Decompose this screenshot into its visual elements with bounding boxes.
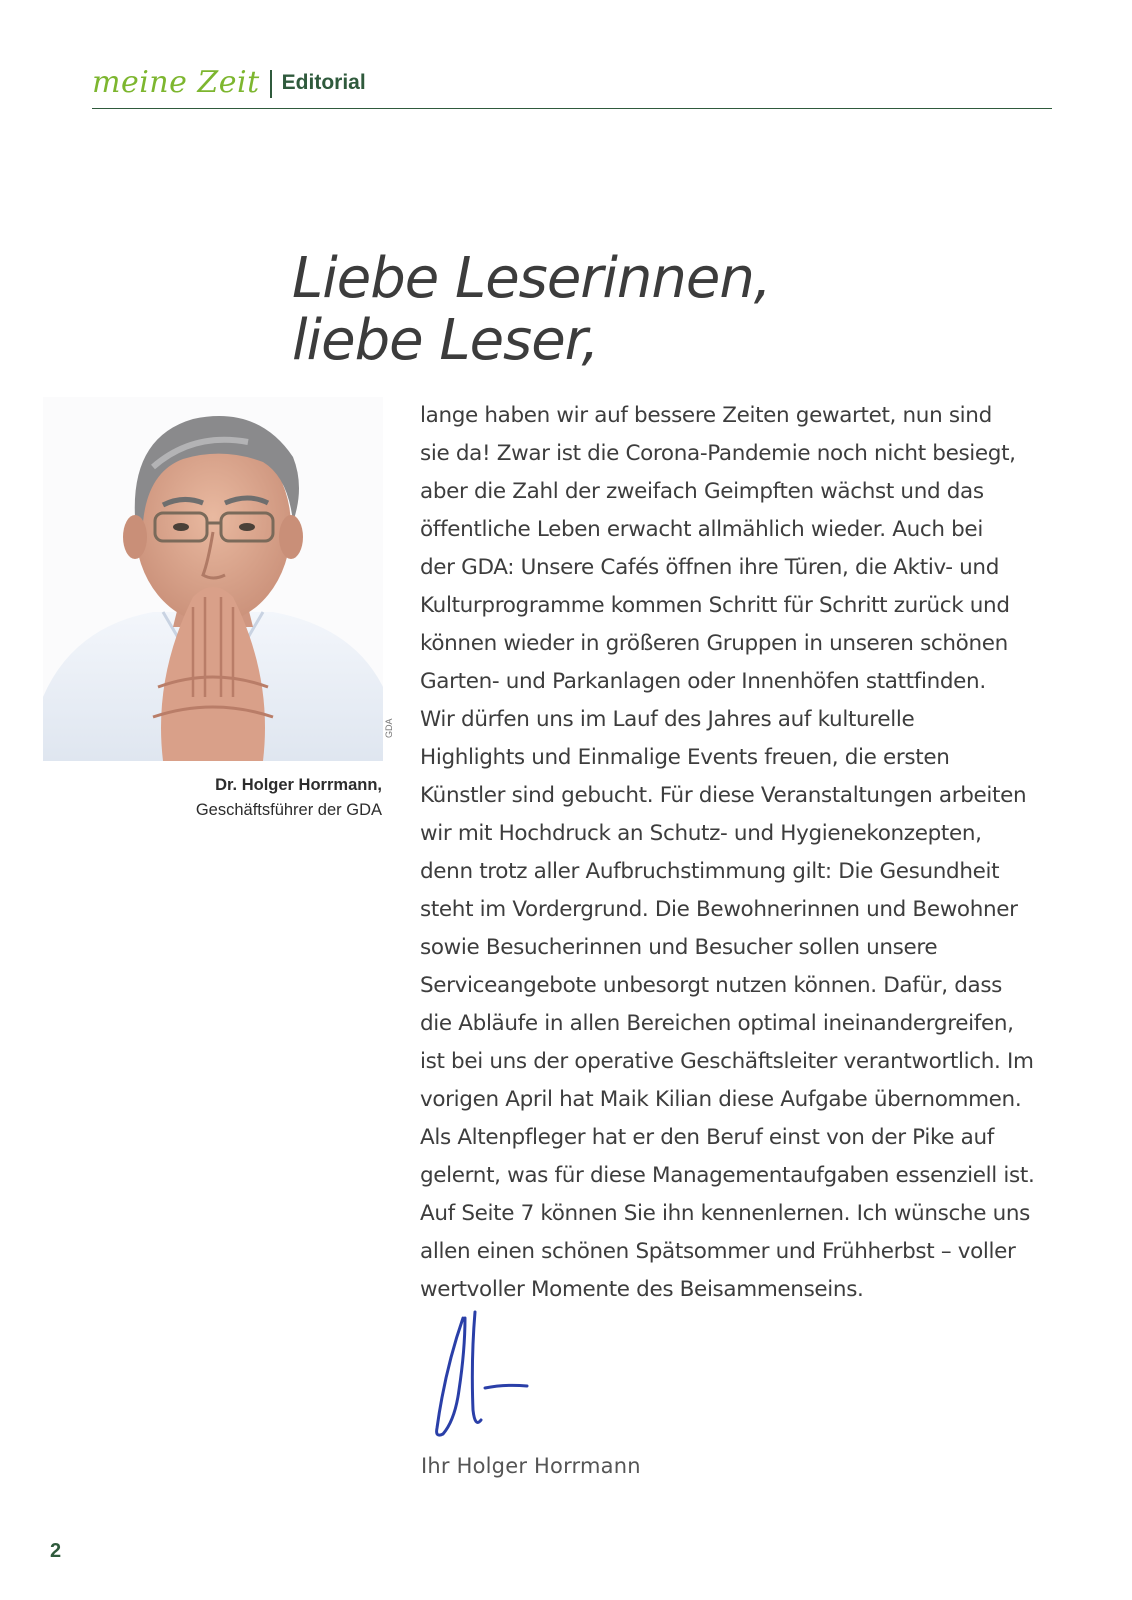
greeting-line-1: Liebe Leserinnen, (292, 246, 771, 311)
body-line: allen einen schönen Spätsommer und Frühherbst – voller (420, 1239, 1016, 1264)
body-line: Kulturprogramme kommen Schritt für Schritt zurück und (420, 593, 1010, 618)
body-line: die Abläufe in allen Bereichen optimal ineinandergreifen, (420, 1011, 1014, 1036)
body-line: können wieder in größeren Gruppen in unseren schönen (420, 631, 1008, 656)
greeting-line-2: liebe Leser, (292, 308, 599, 373)
section-title: Editorial (281, 71, 366, 94)
body-line: sie da! Zwar ist die Corona-Pandemie noch nicht besiegt, (420, 441, 1016, 466)
body-line: Auf Seite 7 können Sie ihn kennenlernen. Ich wünsche uns (420, 1201, 1030, 1226)
body-line: vorigen April hat Maik Kilian diese Aufgabe übernommen. (420, 1087, 1022, 1112)
body-line: Highlights und Einmalige Events freuen, die ersten (420, 745, 950, 770)
page-number: 2 (50, 1540, 62, 1562)
body-line: gelernt, was für diese Managementaufgaben essenziell ist. (420, 1163, 1035, 1188)
body-line: wertvoller Momente des Beisammenseins. (420, 1277, 864, 1302)
body-line: Serviceangebote unbesorgt nutzen können. Dafür, dass (420, 973, 1003, 998)
body-line: wir mit Hochdruck an Schutz- und Hygienekonzepten, (420, 821, 982, 846)
body-line: öffentliche Leben erwacht allmählich wieder. Auch bei (420, 517, 983, 542)
brand-logo-text: meine Zeit (92, 65, 260, 100)
photo-credit: GDA (384, 718, 394, 738)
body-line: Als Altenpfleger hat er den Beruf einst von der Pike auf (420, 1125, 994, 1150)
body-line: sowie Besucherinnen und Besucher sollen unsere (420, 935, 938, 960)
greeting-heading (292, 248, 992, 372)
page-header (92, 64, 1052, 109)
body-line: der GDA: Unsere Cafés öffnen ihre Türen, die Aktiv- und (420, 555, 1000, 580)
body-line: ist bei uns der operative Geschäftsleiter verantwortlich. Im (420, 1049, 1034, 1074)
body-line: Wir dürfen uns im Lauf des Jahres auf kulturelle (420, 707, 915, 732)
body-line: lange haben wir auf bessere Zeiten gewartet, nun sind (420, 403, 992, 428)
body-line: steht im Vordergrund. Die Bewohnerinnen und Bewohner (420, 897, 1018, 922)
author-portrait (43, 397, 383, 761)
body-line: Garten- und Parkanlagen oder Innenhöfen stattfinden. (420, 669, 986, 694)
caption-name: Dr. Holger Horrmann, (215, 776, 382, 794)
signoff-name: Ihr Holger Horrmann (421, 1454, 641, 1478)
body-line: denn trotz aller Aufbruchstimmung gilt: Die Gesundheit (420, 859, 1000, 884)
caption-role: Geschäftsführer der GDA (195, 801, 382, 819)
editorial-body (420, 397, 1070, 1309)
body-line: aber die Zahl der zweifach Geimpften wächst und das (420, 479, 984, 504)
header-divider (270, 70, 272, 98)
photo-caption (40, 773, 382, 823)
handwritten-signature (425, 1310, 545, 1450)
magazine-brand (92, 64, 366, 102)
body-line: Künstler sind gebucht. Für diese Veranstaltungen arbeiten (420, 783, 1027, 808)
